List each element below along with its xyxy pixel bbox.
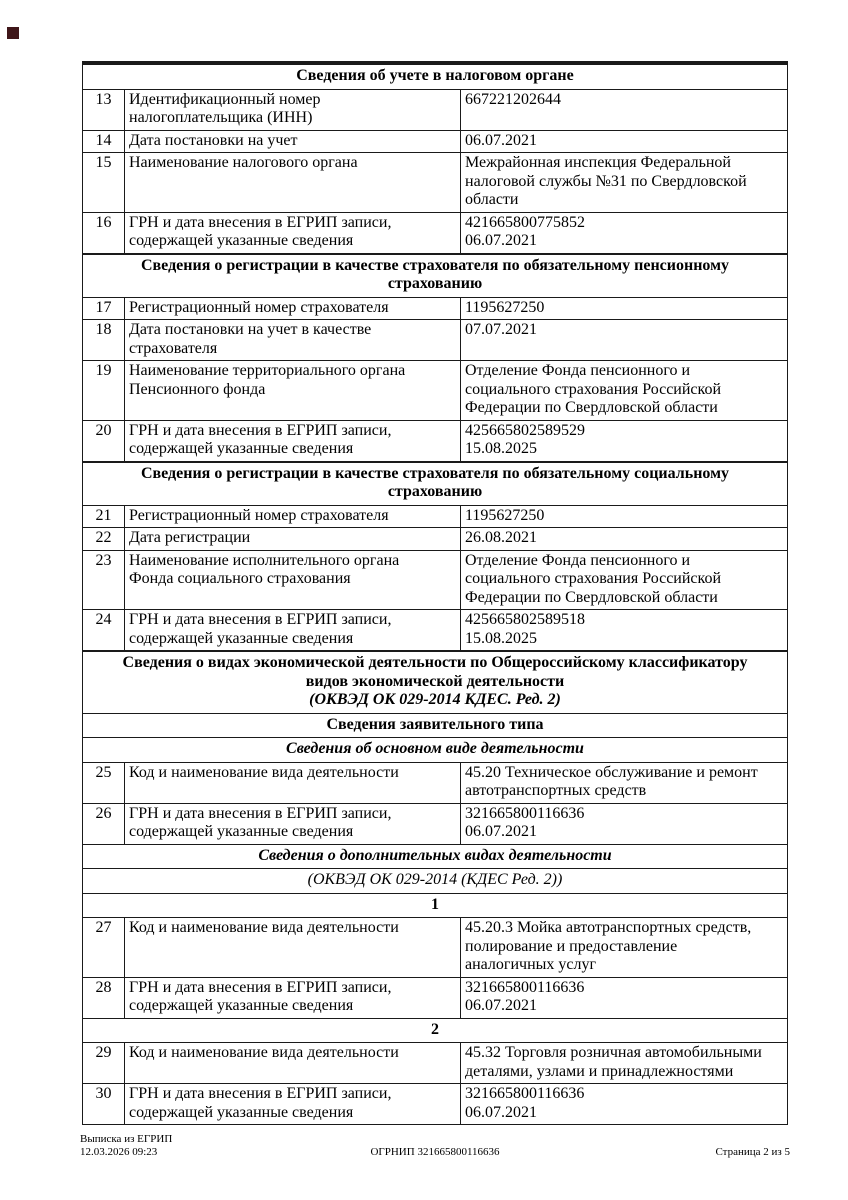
- row-value-cell: [461, 610, 787, 650]
- footer-doc-type: Выписка из ЕГРИП: [80, 1133, 173, 1145]
- section-header-line: 1: [431, 895, 439, 913]
- row-label-cell: [125, 320, 461, 360]
- row-number-cell: 24: [83, 610, 125, 650]
- row-label-line: налогоплательщика (ИНН): [129, 109, 313, 126]
- section-header: [83, 461, 787, 505]
- table-row: [83, 550, 787, 610]
- row-number-cell: 28: [83, 978, 125, 1018]
- row-value-line: 06.07.2021: [465, 232, 537, 249]
- row-label-cell: [125, 213, 461, 253]
- row-value-cell: [461, 918, 787, 977]
- row-number-cell: 13: [83, 90, 125, 130]
- row-value-line: Федерации по Свердловской области: [465, 399, 718, 416]
- row-number-cell: 29: [83, 1043, 125, 1083]
- row-value-line: 45.20.3 Мойка автотранспортных средств,: [465, 919, 752, 936]
- section-header-line: (ОКВЭД ОК 029-2014 КДЕС. Ред. 2): [309, 691, 561, 708]
- row-label-line: Наименование исполнительного органа: [129, 551, 400, 569]
- section-header: [83, 650, 787, 713]
- row-label-line: содержащей указанные сведения: [129, 997, 354, 1014]
- row-label-line: страхователя: [129, 339, 218, 357]
- row-value-line: 425665802589529: [465, 421, 585, 439]
- row-value-line: 06.07.2021: [465, 997, 537, 1014]
- row-value-cell: [461, 978, 787, 1018]
- row-value-line: Федерации по Свердловской области: [465, 588, 718, 606]
- row-value-line: Отделение Фонда пенсионного и: [465, 551, 691, 569]
- section-header-line: видов экономической деятельности: [305, 672, 565, 690]
- row-value-line: 321665800116636: [465, 978, 585, 996]
- row-label-line: ГРН и дата внесения в ЕГРИП записи,: [129, 611, 392, 628]
- row-value-line: 425665802589518: [465, 611, 585, 628]
- row-number-cell: 22: [83, 528, 125, 550]
- row-label-line: ГРН и дата внесения в ЕГРИП записи,: [129, 804, 392, 822]
- table-row: [83, 917, 787, 977]
- row-label-line: Дата регистрации: [129, 529, 251, 546]
- row-label-line: Регистрационный номер страхователя: [129, 298, 389, 316]
- row-label-line: Код и наименование вида деятельности: [129, 1044, 399, 1061]
- section-header: [83, 893, 787, 918]
- row-number-cell: 27: [83, 918, 125, 977]
- row-label-cell: [125, 90, 461, 130]
- row-label-cell: [125, 298, 461, 320]
- row-value-cell: [461, 804, 787, 844]
- row-value-line: социального страхования Российской: [465, 570, 722, 587]
- section-header: [83, 253, 787, 297]
- section-header: [83, 63, 787, 89]
- row-label-line: ГРН и дата внесения в ЕГРИП записи,: [129, 978, 392, 996]
- row-value-line: 1195627250: [465, 298, 545, 316]
- row-label-line: содержащей указанные сведения: [129, 823, 354, 840]
- table-row: [83, 212, 787, 253]
- row-value-line: 421665800775852: [465, 213, 585, 231]
- table-row: [83, 977, 787, 1018]
- table-row: [83, 505, 787, 528]
- row-label-line: ГРН и дата внесения в ЕГРИП записи,: [129, 213, 392, 231]
- row-label-cell: [125, 1084, 461, 1124]
- section-header-line: страхованию: [387, 483, 483, 500]
- row-value-cell: [461, 506, 787, 528]
- row-value-cell: [461, 1084, 787, 1124]
- row-label-cell: [125, 804, 461, 844]
- table-row: [83, 319, 787, 360]
- row-number-cell: 25: [83, 763, 125, 803]
- row-label-line: содержащей указанные сведения: [129, 440, 354, 457]
- row-value-cell: [461, 298, 787, 320]
- row-label-cell: [125, 506, 461, 528]
- section-header-line: страхованию: [387, 275, 483, 292]
- row-label-line: содержащей указанные сведения: [129, 232, 354, 249]
- row-label-cell: [125, 1043, 461, 1083]
- row-label-cell: [125, 421, 461, 461]
- row-value-line: 667221202644: [465, 90, 561, 108]
- row-value-line: автотранспортных средств: [465, 782, 647, 799]
- row-label-line: Регистрационный номер страхователя: [129, 506, 389, 524]
- section-header: [83, 1018, 787, 1043]
- row-value-line: 06.07.2021: [465, 1103, 537, 1121]
- row-value-line: 45.20 Техническое обслуживание и ремонт: [465, 763, 758, 781]
- row-label-line: Наименование налогового органа: [129, 154, 358, 171]
- row-value-cell: [461, 421, 787, 461]
- table-row: [83, 130, 787, 153]
- row-label-cell: [125, 763, 461, 803]
- table-row: [83, 297, 787, 320]
- row-label-line: Код и наименование вида деятельности: [129, 919, 399, 936]
- row-number-cell: 18: [83, 320, 125, 360]
- row-value-cell: [461, 528, 787, 550]
- row-value-line: 07.07.2021: [465, 321, 537, 338]
- row-label-cell: [125, 610, 461, 650]
- section-header-line: Сведения об основном виде деятельности: [286, 740, 584, 757]
- table-row: [83, 762, 787, 803]
- row-value-line: полирование и предоставление: [465, 937, 678, 955]
- section-header-line: Сведения о регистрации в качестве страхователя по обязательному пенсионному: [140, 256, 730, 274]
- row-number-cell: 14: [83, 131, 125, 153]
- row-value-line: социального страхования Российской: [465, 380, 722, 398]
- table-row: [83, 803, 787, 844]
- row-label-line: Фонда социального страхования: [129, 570, 351, 587]
- row-label-cell: [125, 153, 461, 212]
- row-label-cell: [125, 528, 461, 550]
- section-header-line: Сведения о дополнительных видах деятельности: [258, 846, 612, 864]
- row-label-line: ГРН и дата внесения в ЕГРИП записи,: [129, 421, 392, 439]
- table-row: [83, 1083, 787, 1124]
- row-number-cell: 15: [83, 153, 125, 212]
- section-header-line: Сведения об учете в налоговом органе: [296, 67, 574, 84]
- row-value-line: Отделение Фонда пенсионного и: [465, 362, 691, 379]
- row-label-cell: [125, 361, 461, 420]
- row-value-line: 15.08.2025: [465, 440, 537, 457]
- row-label-line: содержащей указанные сведения: [129, 1103, 354, 1121]
- section-header: [83, 737, 787, 762]
- row-number-cell: 20: [83, 421, 125, 461]
- row-value-cell: [461, 90, 787, 130]
- row-value-line: 15.08.2025: [465, 629, 537, 647]
- section-header-line: 2: [431, 1020, 439, 1038]
- row-value-line: 45.32 Торговля розничная автомобильными: [465, 1044, 762, 1061]
- table-row: [83, 152, 787, 212]
- row-label-line: Наименование территориального органа: [129, 362, 406, 379]
- footer-page-number: Страница 2 из 5: [715, 1146, 790, 1158]
- row-value-line: деталями, узлами и принадлежностями: [465, 1062, 734, 1080]
- row-value-line: 06.07.2021: [465, 131, 537, 149]
- row-value-cell: [461, 763, 787, 803]
- row-value-line: налоговой службы №31 по Свердловской: [465, 172, 747, 190]
- row-number-cell: 16: [83, 213, 125, 253]
- section-header-line: Сведения заявительного типа: [326, 715, 544, 733]
- table-row: [83, 420, 787, 461]
- row-number-cell: 26: [83, 804, 125, 844]
- row-value-line: аналогичных услуг: [465, 956, 597, 973]
- table-row: [83, 609, 787, 650]
- row-value-cell: [461, 1043, 787, 1083]
- row-value-line: 1195627250: [465, 506, 545, 524]
- row-number-cell: 21: [83, 506, 125, 528]
- row-label-line: содержащей указанные сведения: [129, 629, 354, 647]
- row-number-cell: 19: [83, 361, 125, 420]
- row-value-cell: [461, 551, 787, 610]
- row-label-line: Код и наименование вида деятельности: [129, 763, 399, 781]
- row-value-cell: [461, 320, 787, 360]
- page-footer: [80, 1131, 790, 1159]
- table-row: [83, 1042, 787, 1083]
- row-number-cell: 30: [83, 1084, 125, 1124]
- row-value-cell: [461, 361, 787, 420]
- row-label-cell: [125, 131, 461, 153]
- table-row: [83, 527, 787, 550]
- row-value-cell: [461, 153, 787, 212]
- table-row: [83, 89, 787, 130]
- section-header-line: Сведения о регистрации в качестве страхователя по обязательному социальному: [140, 464, 730, 482]
- row-value-line: 26.08.2021: [465, 529, 537, 546]
- row-value-line: 321665800116636: [465, 1085, 585, 1102]
- egrip-table: [82, 61, 788, 1125]
- scan-artifact-marker: [7, 27, 19, 39]
- row-value-cell: [461, 213, 787, 253]
- footer-datetime: 12.03.2026 09:23: [80, 1146, 158, 1158]
- footer-ogrnip: ОГРНИП 321665800116636: [370, 1146, 500, 1158]
- row-label-line: Дата постановки на учет: [129, 131, 298, 149]
- row-value-line: 321665800116636: [465, 804, 585, 822]
- row-value-line: Межрайонная инспекция Федеральной: [465, 154, 731, 171]
- row-label-cell: [125, 978, 461, 1018]
- row-label-line: Дата постановки на учет в качестве: [129, 321, 372, 338]
- row-label-line: Идентификационный номер: [129, 90, 321, 108]
- section-header-line: (ОКВЭД ОК 029-2014 (КДЕС Ред. 2)): [307, 871, 563, 888]
- section-header-line: Сведения о видах экономической деятельности по Общероссийскому классификатору: [122, 654, 748, 671]
- section-header: [83, 713, 787, 738]
- row-value-line: 06.07.2021: [465, 823, 537, 840]
- section-header: [83, 844, 787, 869]
- row-number-cell: 17: [83, 298, 125, 320]
- row-number-cell: 23: [83, 551, 125, 610]
- footer-left-block: [80, 1133, 172, 1159]
- section-header: [83, 868, 787, 893]
- row-label-cell: [125, 918, 461, 977]
- row-label-line: ГРН и дата внесения в ЕГРИП записи,: [129, 1085, 392, 1102]
- table-row: [83, 360, 787, 420]
- row-label-cell: [125, 551, 461, 610]
- row-label-line: Пенсионного фонда: [129, 380, 266, 398]
- row-value-line: области: [465, 191, 519, 208]
- row-value-cell: [461, 131, 787, 153]
